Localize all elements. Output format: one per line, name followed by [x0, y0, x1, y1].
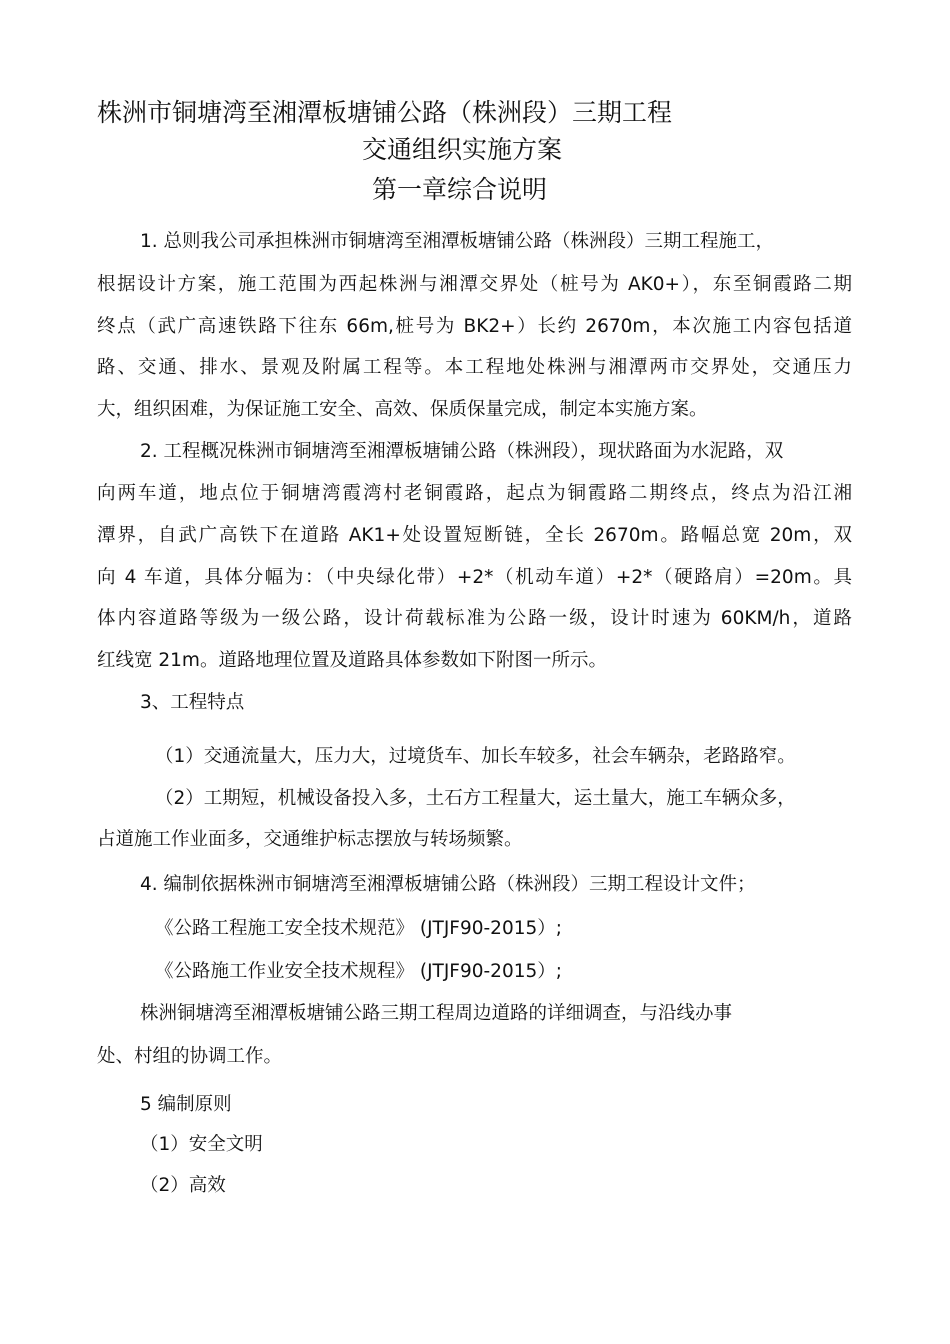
section3-heading: 3、工程特点	[140, 692, 245, 713]
document-title: 株洲市铜塘湾至湘潭板塘铺公路（株洲段）三期工程	[97, 98, 673, 127]
section4-reference: 《公路工程施工安全技术规范》 (JTJF90-2015）;	[155, 918, 562, 939]
section4-heading: 4. 编制依据株洲市铜塘湾至湘潭板塘铺公路（株洲段）三期工程设计文件；	[140, 874, 756, 895]
section3-item: （2）工期短，机械设备投入多，土石方工程量大，运土量大，施工车辆众多，	[155, 788, 796, 809]
section3-item: （1）交通流量大，压力大，过境货车、加长车较多，社会车辆杂，老路路窄。	[155, 746, 796, 767]
section2-line: 向两车道，地点位于铜塘湾霞湾村老铜霞路，起点为铜霞路二期终点，终点为沿江湘	[97, 483, 852, 504]
section1-line: 路、交通、排水、景观及附属工程等。本工程地处株洲与湘潭两市交界处，交通压力	[97, 357, 852, 378]
section2-line: 体内容道路等级为一级公路，设计荷载标准为公路一级，设计时速为 60KM/h，道路	[97, 608, 852, 629]
document-subtitle: 交通组织实施方案	[362, 135, 563, 164]
section4-survey: 处、村组的协调工作。	[97, 1046, 283, 1067]
section2-line: 红线宽 21m。道路地理位置及道路具体参数如下附图一所示。	[97, 650, 607, 671]
section1-line: 根据设计方案，施工范围为西起株洲与湘潭交界处（桩号为 AK0+），东至铜霞路二期	[97, 274, 852, 295]
section1-line: 大，组织困难，为保证施工安全、高效、保质保量完成，制定本实施方案。	[97, 399, 708, 420]
section5-heading: 5 编制原则	[140, 1094, 232, 1115]
section3-item: 占道施工作业面多，交通维护标志摆放与转场频繁。	[97, 829, 523, 850]
section5-item: （2）高效	[140, 1175, 226, 1196]
section1-line: 1. 总则我公司承担株洲市铜塘湾至湘潭板塘铺公路（株洲段）三期工程施工，	[140, 231, 775, 252]
chapter-title: 第一章综合说明	[372, 175, 548, 204]
section2-line: 向 4 车道，具体分幅为：（中央绿化带）+2*（机动车道）+2*（硬路肩）=20m。具	[97, 567, 852, 588]
section5-item: （1）安全文明	[140, 1134, 263, 1155]
section4-reference: 《公路施工作业安全技术规程》 (JTJF90-2015）;	[155, 961, 562, 982]
section2-line: 潭界，自武广高铁下在道路 AK1+处设置短断链，全长 2670m。路幅总宽 20m，双	[97, 525, 852, 546]
section4-survey: 株洲铜塘湾至湘潭板塘铺公路三期工程周边道路的详细调查，与沿线办事	[140, 1003, 733, 1024]
section2-line: 2. 工程概况株洲市铜塘湾至湘潭板塘铺公路（株洲段），现状路面为水泥路，双	[140, 441, 784, 462]
section1-line: 终点（武广高速铁路下往东 66m,桩号为 BK2+）长约 2670m，本次施工内容包括道	[97, 316, 852, 337]
